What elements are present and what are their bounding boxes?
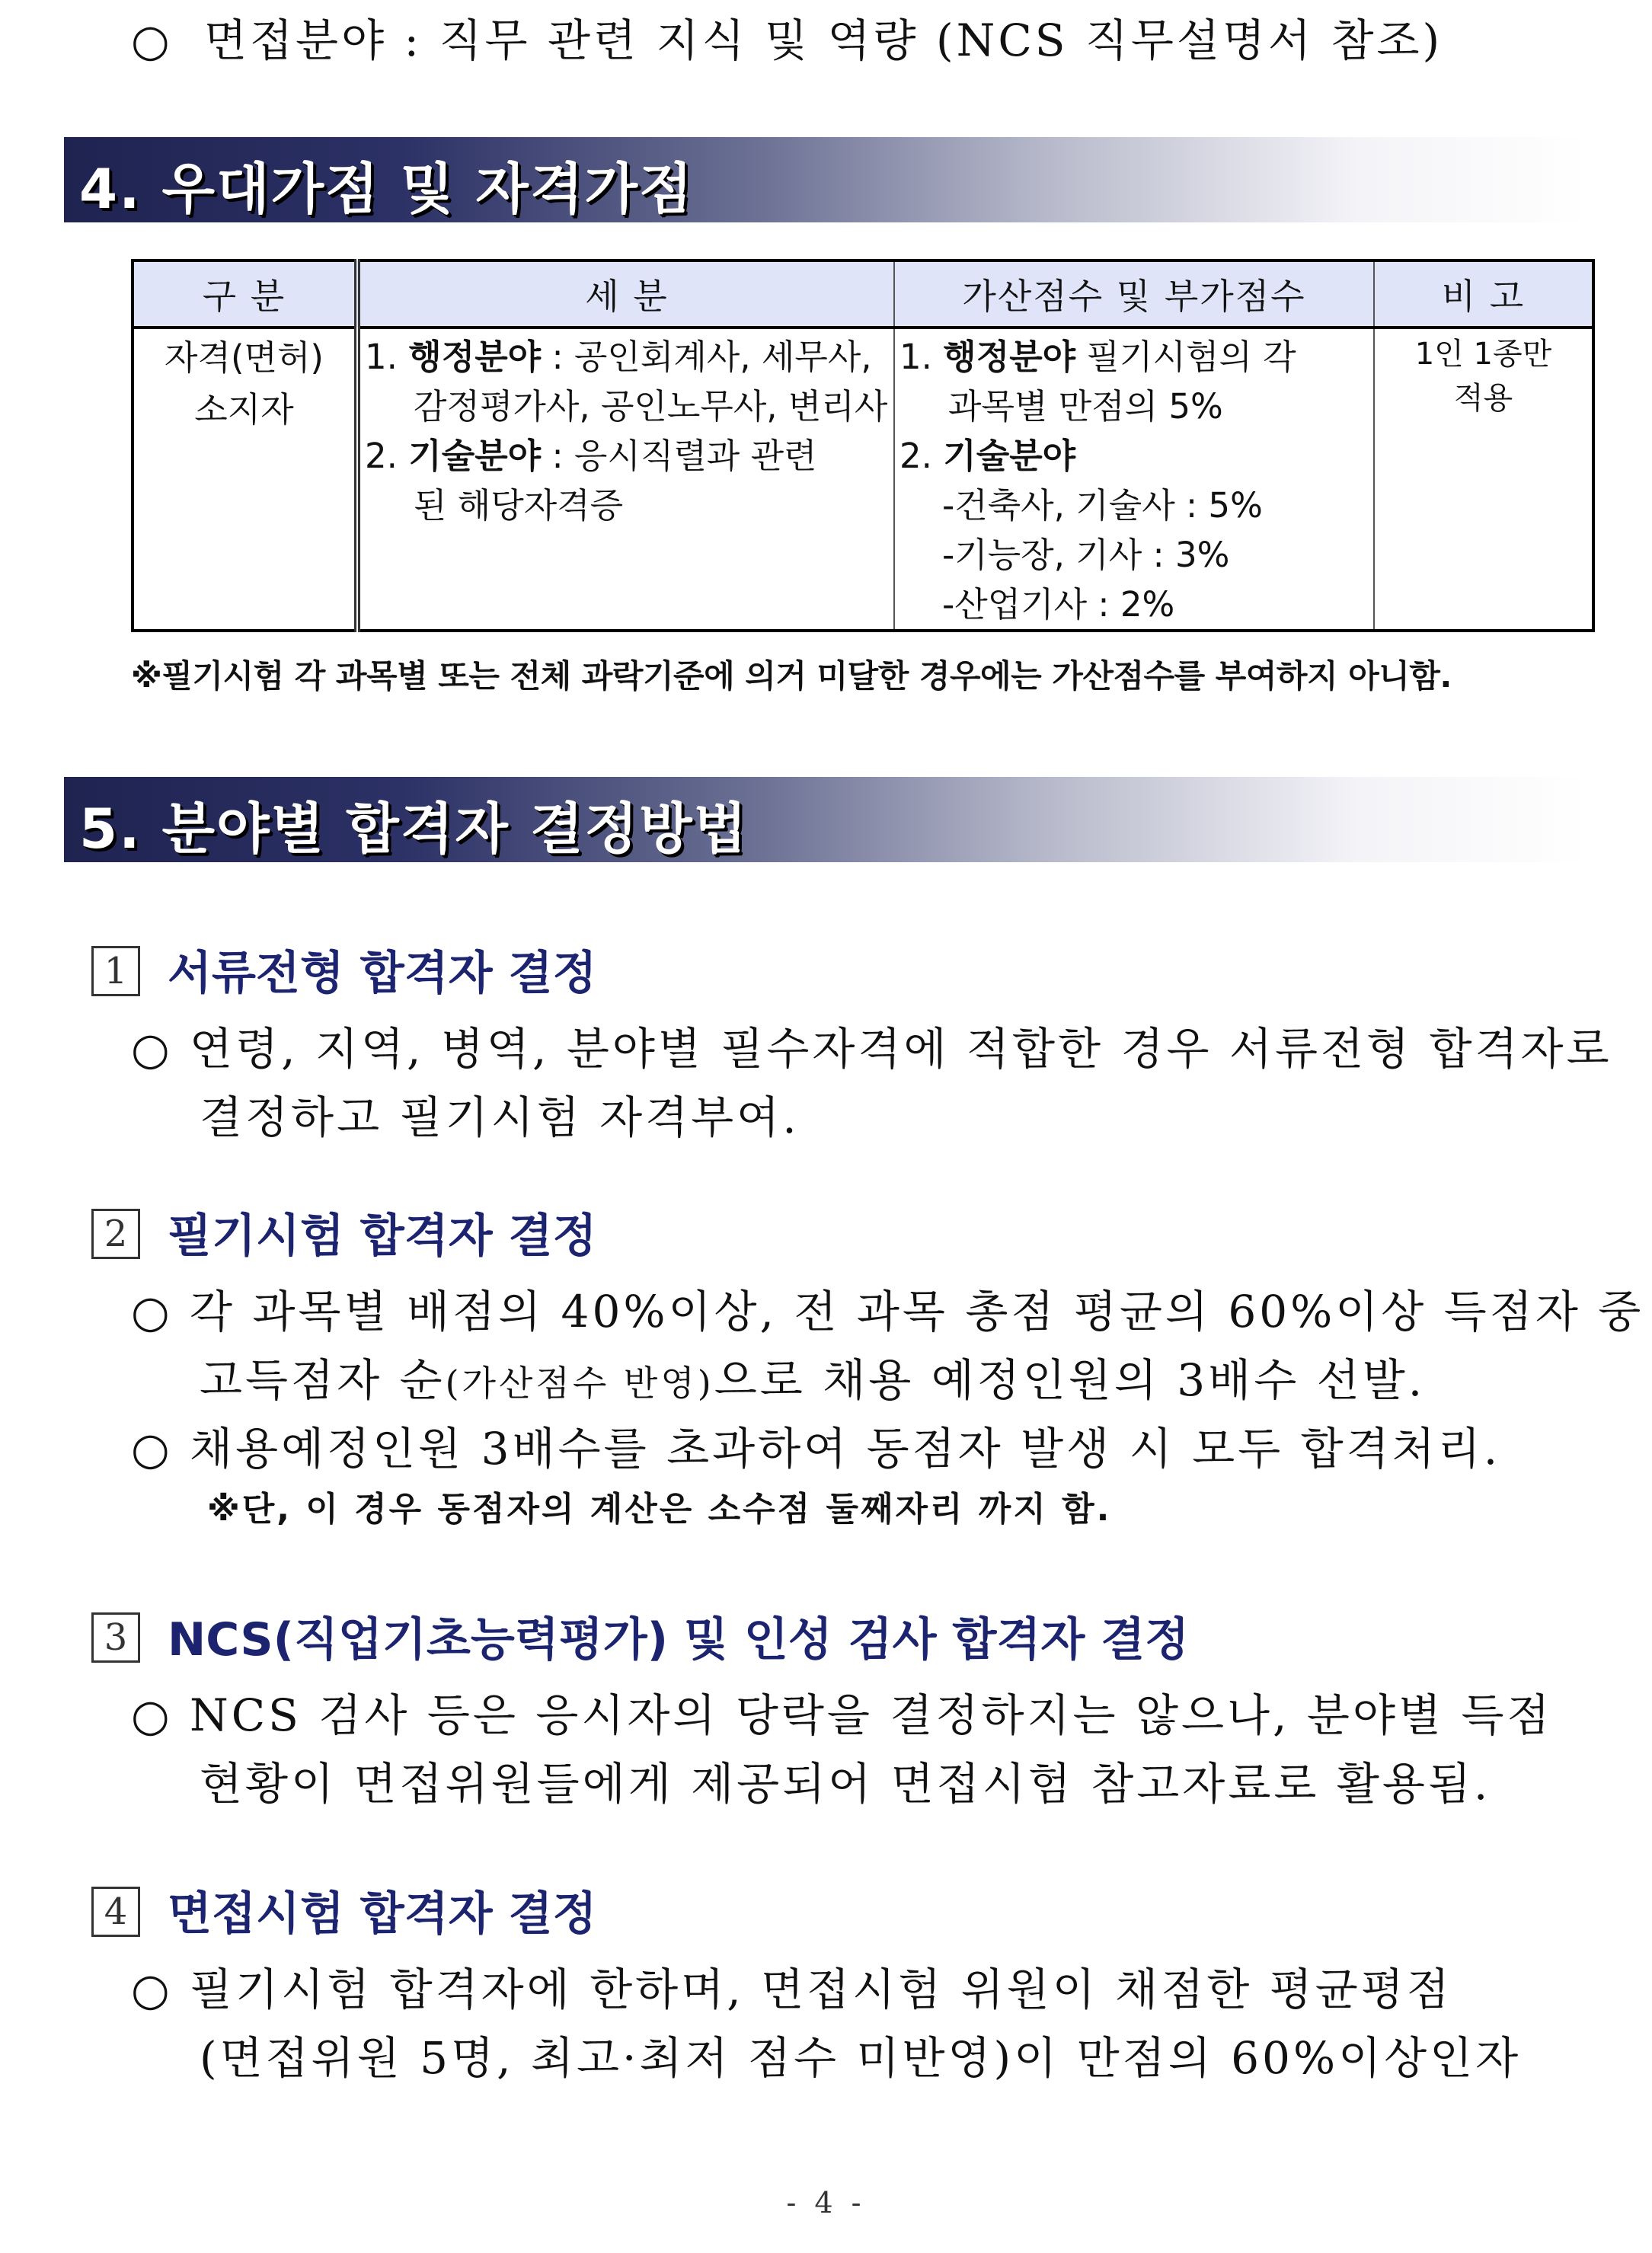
detail-line-1: 1. 행정분야 : 공인회계사, 세무사, — [365, 337, 872, 377]
points-line-6: -산업기사 : 2% — [942, 584, 1175, 625]
interview-field-text: 면접분야 : 직무 관련 지식 및 역량 (NCS 직무설명서 참조) — [204, 14, 1443, 66]
sub3-line-2: 현황이 면접위원들에게 제공되어 면접시험 참고자료로 활용됨. — [200, 1758, 1491, 1810]
sub2-note: ※단, 이 경우 동점자의 계산은 소수점 둘째자리 까지 함. — [207, 1490, 1112, 1529]
cell-category — [133, 328, 357, 631]
subsection-2-title: 필기시험 합격자 결정 — [168, 1210, 597, 1263]
subsection-2-heading — [91, 1200, 596, 1265]
subsection-1-heading — [91, 937, 596, 1002]
detail-line-2: 감정평가사, 공인노무사, 변리사 — [414, 386, 888, 427]
header-remark: 비 고 — [1374, 260, 1593, 328]
sub1-line-2: 결정하고 필기시험 자격부여. — [200, 1091, 800, 1143]
sub2-line-1: ○ 각 과목별 배점의 40%이상, 전 과목 총점 평균의 60%이상 득점자 중 — [131, 1286, 1644, 1337]
points-line-4: -건축사, 기술사 : 5% — [942, 485, 1263, 526]
remark-line-1: 1인 1종만 — [1414, 337, 1552, 372]
table-row — [133, 328, 1593, 631]
subsection-4-heading — [91, 1878, 596, 1943]
category-line-2: 소지자 — [194, 389, 294, 430]
sub4-line-2: (면접위원 5명, 최고·최저 점수 미반영)이 만점의 60%이상인자 — [200, 2032, 1522, 2084]
sub2-line-2c: 으로 채용 예정인원의 3배수 선발. — [714, 1354, 1426, 1406]
points-line-1: 1. 행정분야 필기시험의 각 — [899, 337, 1296, 377]
number-box-2: 2 — [91, 1209, 140, 1259]
sub3-line-1: ○ NCS 검사 등은 응시자의 당락을 결정하지는 않으나, 분야별 득점 — [131, 1689, 1553, 1741]
header-detail: 세 분 — [357, 260, 894, 328]
points-line-3: 2. 기술분야 — [899, 436, 1076, 476]
remark-line-2: 적용 — [1453, 381, 1513, 416]
points-line-5: -기능장, 기사 : 3% — [942, 535, 1230, 575]
points-line-2: 과목별 만점의 5% — [948, 386, 1223, 427]
cell-detail — [357, 328, 894, 631]
number-box-1: 1 — [91, 946, 140, 996]
number-box-4: 4 — [91, 1887, 140, 1937]
interview-field-line — [131, 5, 1443, 69]
bonus-points-table — [131, 259, 1595, 632]
number-box-3: 3 — [91, 1612, 140, 1663]
page-number: - 4 - — [786, 2186, 866, 2219]
table-header-row — [133, 260, 1593, 328]
sub2-line-2 — [200, 1344, 1425, 1408]
section5-banner — [64, 777, 1589, 862]
cell-points — [894, 328, 1374, 631]
category-line-1: 자격(면허) — [165, 337, 324, 378]
header-category: 구 분 — [133, 260, 357, 328]
subsection-3-heading — [91, 1603, 1189, 1669]
sub2-line-2b: (가산점수 반영) — [445, 1363, 714, 1404]
subsection-4-title: 면접시험 합격자 결정 — [168, 1887, 597, 1941]
cell-remark — [1374, 328, 1593, 631]
sub2-line-2a: 고득점자 순 — [200, 1354, 446, 1406]
bonus-note: ※필기시험 각 과목별 또는 전체 과락기준에 의거 미달한 경우에는 가산점수를 부여하지 아니함. — [131, 657, 1452, 695]
sub2-line-3: ○ 채용예정인원 3배수를 초과하여 동점자 발생 시 모두 합격처리. — [131, 1423, 1501, 1475]
bullet-circle: ○ — [131, 14, 173, 66]
section4-banner — [64, 137, 1589, 222]
section5-title: 5. 분야별 합격자 결정방법 — [79, 797, 749, 861]
detail-line-3: 2. 기술분야 : 응시직렬과 관련 — [365, 436, 817, 476]
sub4-line-1: ○ 필기시험 합격자에 한하며, 면접시험 위원이 채점한 평균평점 — [131, 1964, 1452, 2015]
subsection-3-title: NCS(직업기초능력평가) 및 인성 검사 합격자 결정 — [168, 1613, 1190, 1667]
subsection-1-title: 서류전형 합격자 결정 — [168, 947, 597, 1000]
sub1-line-1: ○ 연령, 지역, 병역, 분야별 필수자격에 적합한 경우 서류전형 합격자로 — [131, 1023, 1612, 1075]
section4-title: 4. 우대가점 및 자격가점 — [79, 157, 694, 221]
detail-line-4: 된 해당자격증 — [414, 485, 624, 526]
header-points: 가산점수 및 부가점수 — [894, 260, 1374, 328]
